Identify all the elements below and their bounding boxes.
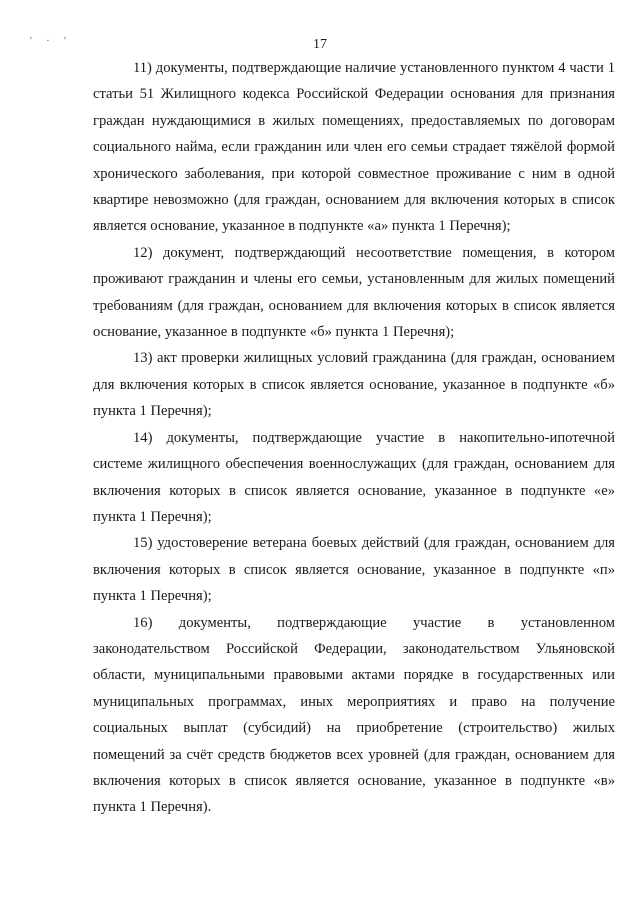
paragraph-item-11: 11) документы, подтверждающие наличие установленного пунктом 4 части 1 статьи 51 Жилищного кодекса Российской Федерации основания для признания граждан нуждающимися в жилых помещениях, предоставляемых по договорам социального найма, если гражданин или член его семьи страдает тяжёлой формой хронического заболевания, при которой совместное проживание с ним в одной квартире невозможно (для граждан, основанием для включения которых в список является основание, указанное в подпункте «а» пункта 1 Перечня); xyxy=(93,60,615,235)
paragraph-item-14: 14) документы, подтверждающие участие в накопительно-ипотечной системе жилищного обеспечения военнослужащих (для граждан, основанием для включения которых в список является основание, указанное в подпункте «е» пункта 1 Перечня); xyxy=(93,429,615,525)
scan-artifact-mark: ' · ' xyxy=(30,36,72,47)
page-number: 17 xyxy=(313,37,327,52)
paragraph-item-12: 12) документ, подтверждающий несоответствие помещения, в котором проживают гражданин и члены его семьи, установленным для жилых помещений требованиям (для граждан, основанием для включения которых в список является основание, указанное в подпункте «б» пункта 1 Перечня); xyxy=(93,244,615,341)
paragraph-item-16: 16) документы, подтверждающие участие в установленном законодательством Российской Федерации, законодательством Ульяновской области, муниципальными правовыми актами порядке в государственных или муниципальных программах, иных мероприятиях и право на получение социальных выплат (субсидий) на приобретение (строительство) жилых помещений за счёт средств бюджетов всех уровней (для граждан, основанием для включения которых в список является основание, указанное в подпункте «в» пункта 1 Перечня). xyxy=(93,614,615,816)
document-body xyxy=(93,55,615,821)
paragraph-item-15: 15) удостоверение ветерана боевых действий (для граждан, основанием для включения которых в список является основание, указанное в подпункте «п» пункта 1 Перечня); xyxy=(93,535,615,605)
paragraph-item-13: 13) акт проверки жилищных условий гражданина (для граждан, основанием для включения которых в список является основание, указанное в подпункте «б» пункта 1 Перечня); xyxy=(93,350,615,420)
